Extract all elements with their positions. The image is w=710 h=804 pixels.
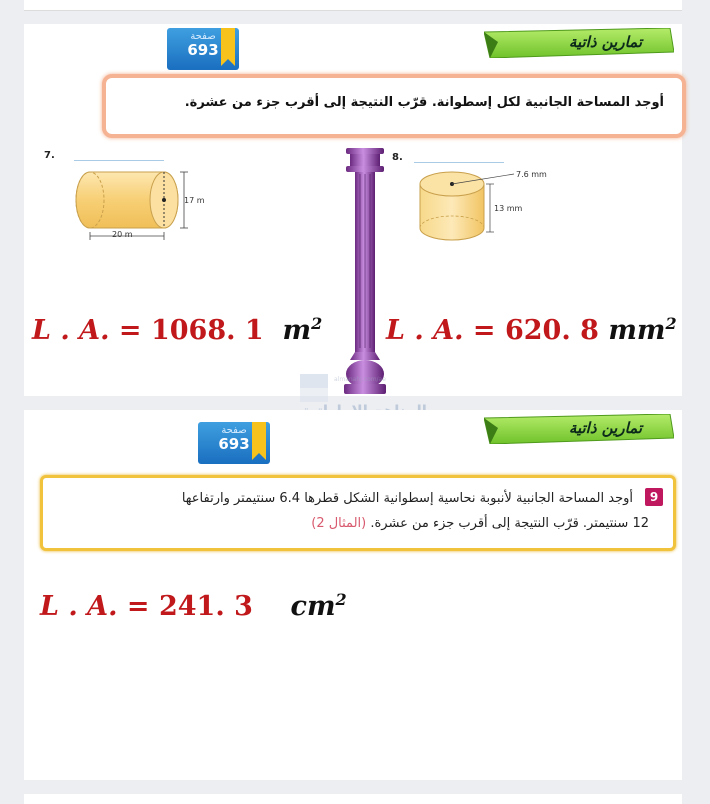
page-badge-label: صفحة	[190, 31, 216, 42]
horizontal-cylinder-figure	[72, 168, 242, 246]
answer-8-exponent: 2	[665, 314, 677, 333]
watermark-logo-shade	[300, 388, 328, 402]
page-badge	[167, 28, 239, 70]
section-title-2: تمارين ذاتية	[568, 419, 642, 437]
bookmark-icon	[252, 422, 266, 460]
section-banner-2	[484, 414, 674, 444]
lesson-card-2	[24, 410, 682, 780]
exercise-number-8: 8.	[392, 152, 403, 163]
upright-cylinder-figure	[418, 170, 558, 244]
page-badge-2	[198, 422, 270, 464]
question-box-2	[40, 475, 676, 551]
answer-9-value: 241. 3	[158, 591, 253, 622]
answer-8-value: 620. 8	[504, 315, 599, 346]
decorative-column	[342, 148, 388, 398]
answer-9	[40, 590, 347, 622]
exercise-number-badge: 9	[645, 488, 663, 506]
exercise-number-7: 7.	[44, 150, 55, 161]
answer-8	[386, 314, 677, 346]
height-label-8: 13 mm	[494, 204, 523, 213]
height-label-7: 17 m	[184, 196, 205, 205]
answer-blank-7	[74, 160, 164, 161]
answer-7-unit: m	[282, 315, 312, 346]
example-reference: (المثال 2)	[311, 516, 367, 531]
question-text: أوجد المساحة الجانبية لكل إسطوانة. قرّب النتيجة إلى أقرب جزء من عشرة.	[184, 95, 664, 110]
next-card-edge	[24, 794, 682, 804]
page-number-2: 693	[218, 435, 250, 453]
previous-card-edge	[24, 0, 682, 11]
section-banner	[484, 28, 674, 58]
watermark-url: almanahj.com/ae	[334, 376, 386, 383]
answer-9-lhs: L . A. =	[40, 591, 159, 622]
answer-blank-8	[414, 162, 504, 163]
answer-7-exponent: 2	[311, 314, 323, 333]
bookmark-icon	[221, 28, 235, 66]
page-number: 693	[187, 41, 219, 59]
answer-7	[32, 314, 322, 346]
length-label-7: 20 m	[112, 230, 133, 239]
answer-9-exponent: 2	[335, 590, 347, 609]
page-badge-label-2: صفحة	[221, 425, 247, 436]
lesson-card-1	[24, 24, 682, 396]
answer-9-unit: cm	[290, 591, 336, 622]
radius-label-8: 7.6 mm	[516, 170, 547, 179]
section-title: تمارين ذاتية	[568, 33, 642, 51]
question-box	[102, 74, 686, 138]
question-line-2-text: 12 سنتيمتر. قرّب النتيجة إلى أقرب جزء من عشرة.	[370, 516, 649, 531]
answer-8-unit: mm	[608, 315, 666, 346]
answer-8-lhs: L . A. =	[386, 315, 505, 346]
answer-7-value: 1068. 1	[150, 315, 264, 346]
question-line-2	[311, 516, 649, 531]
question-line-1: أوجد المساحة الجانبية لأنبوبة نحاسية إسطوانية الشكل قطرها 6.4 سنتيمتر وارتفاعها	[181, 491, 633, 506]
answer-7-lhs: L . A. =	[32, 315, 151, 346]
